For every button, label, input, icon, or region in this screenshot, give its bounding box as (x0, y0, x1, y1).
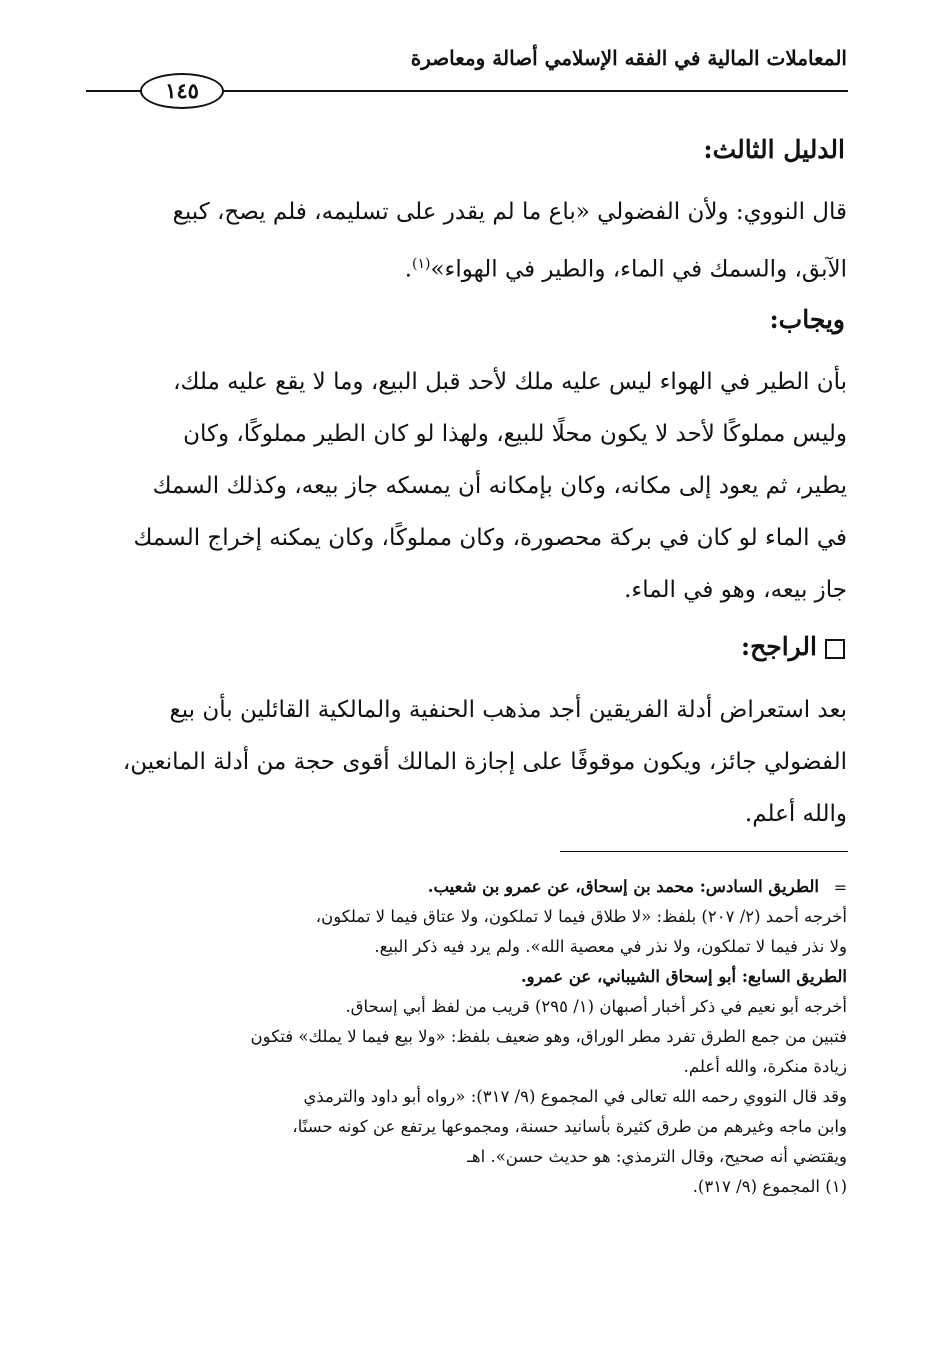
heading-third-evidence: الدليل الثالث: (703, 135, 845, 164)
text-line: يطير، ثم يعود إلى مكانه، وكان بإمكانه أن يمسكه جاز بيعه، وكذلك السمك (152, 473, 847, 499)
text-line (85, 238, 847, 290)
heading-preferred-view-label: الراجح: (740, 632, 817, 661)
footnote-line: ولا نذر فيما لا تملكون، ولا نذر في معصية الله». ولم يرد فيه ذكر البيع. (374, 937, 847, 956)
text-line: بأن الطير في الهواء ليس عليه ملك لأحد قبل البيع، وما لا يقع عليه ملك، (173, 369, 847, 395)
square-bullet-icon (825, 639, 845, 659)
paragraph-preferred-view (85, 684, 847, 840)
footnote-separator (560, 851, 848, 852)
running-header-title: المعاملات المالية في الفقه الإسلامي أصالة ومعاصرة (410, 46, 847, 70)
page-number: ١٤٥ (140, 73, 224, 109)
footnote-line: أخرجه أحمد (٢/ ٢٠٧) بلفظ: «لا طلاق فيما لا تملكون، ولا عتاق فيما لا تملكون، (315, 907, 847, 926)
footnote-line: الطريق السادس: محمد بن إسحاق، عن عمرو بن شعيب. (427, 877, 819, 896)
footnote-line: زيادة منكرة، والله أعلم. (683, 1057, 847, 1076)
footnote-line: وابن ماجه وغيرهم من طرق كثيرة بأسانيد حسنة، ومجموعها يرتفع عن كونه حسنًا، (292, 1117, 847, 1136)
text-line-body: الآبق، والسمك في الماء، والطير في الهواء» (430, 256, 847, 283)
footnote-line: فتبين من جمع الطرق تفرد مطر الوراق، وهو ضعيف بلفظ: «ولا بيع فيما لا يملك» فتكون (250, 1027, 847, 1046)
footnote-reference[interactable]: (١) (412, 256, 431, 272)
text-line: وليس مملوكًا لأحد لا يكون محلًا للبيع، ولهذا لو كان الطير مملوكًا، وكان (183, 421, 847, 447)
text-line: جاز بيعه، وهو في الماء. (624, 577, 847, 603)
footnote-continuation-marker: = (833, 878, 847, 897)
paragraph-third-evidence (85, 186, 847, 290)
footnotes (85, 872, 847, 1202)
footnote-line: وقد قال النووي رحمه الله تعالى في المجموع (٩/ ٣١٧): «رواه أبو داود والترمذي (303, 1087, 847, 1106)
paragraph-reply (85, 356, 847, 616)
footnote-1: (١) المجموع (٩/ ٣١٧). (692, 1177, 847, 1196)
text-line: والله أعلم. (744, 801, 847, 827)
heading-preferred-view (741, 632, 845, 661)
text-line: في الماء لو كان في بركة محصورة، وكان مملوكًا، وكان يمكنه إخراج السمك (133, 525, 847, 551)
footnote-line: ويقتضي أنه صحيح، وقال الترمذي: هو حديث حسن». اهـ (467, 1147, 847, 1166)
text-line: الفضولي جائز، ويكون موقوفًا على إجازة المالك أقوى حجة من أدلة المانعين، (122, 749, 847, 775)
text-line: قال النووي: ولأن الفضولي «باع ما لم يقدر على تسليمه، فلم يصح، كبيع (172, 199, 847, 225)
text-line: بعد استعراض أدلة الفريقين أجد مذهب الحنفية والمالكية القائلين بأن بيع (169, 697, 847, 723)
footnote-line: أخرجه أبو نعيم في ذكر أخبار أصبهان (١/ ٢٩٥) قريب من لفظ أبي إسحاق. (345, 997, 847, 1016)
footnote-line: الطريق السابع: أبو إسحاق الشيباني، عن عمرو. (520, 967, 847, 986)
text-line-tail: . (404, 256, 413, 283)
heading-reply: ويجاب: (769, 305, 845, 334)
